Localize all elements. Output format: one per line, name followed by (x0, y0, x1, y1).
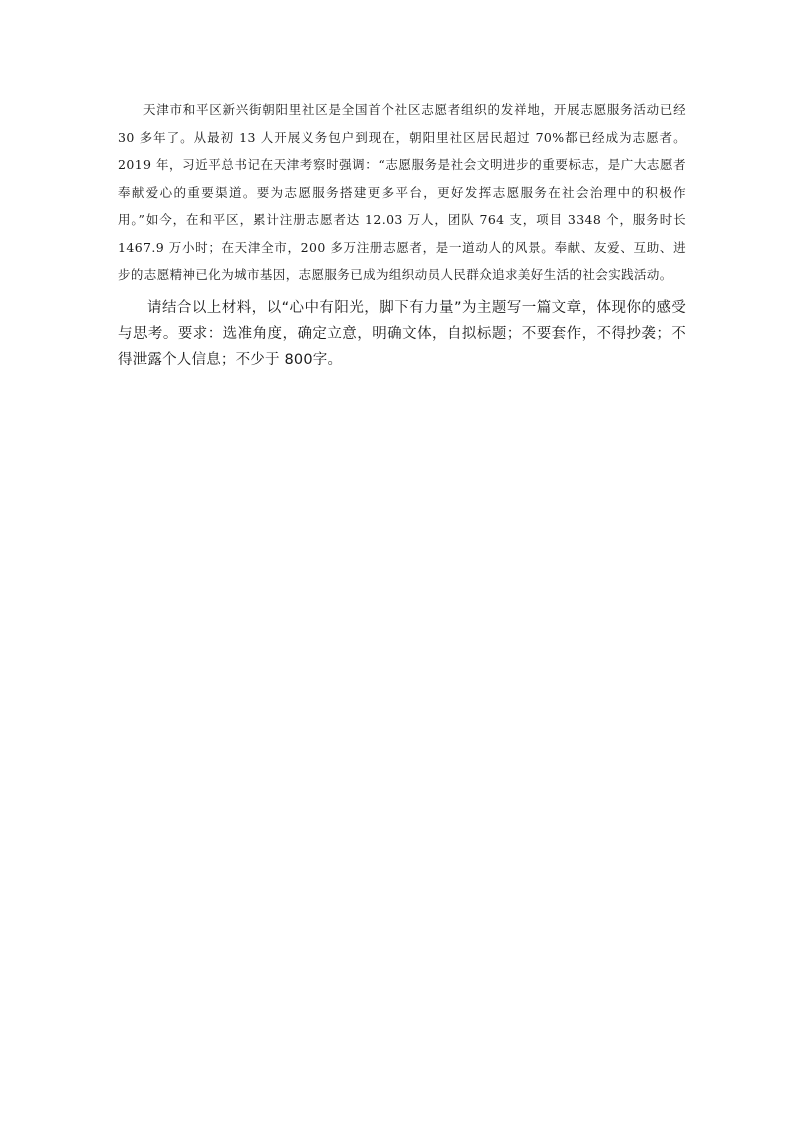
writing-prompt-paragraph: 请结合以上材料，以“心中有阳光，脚下有力量”为主题写一篇文章，体现你的感受与思考。要求：选准角度，确定立意，明确文体，自拟标题；不要套作，不得抄袭；不得泄露个人信息；不少于 800字。 (118, 299, 686, 368)
material-paragraph: 天津市和平区新兴街朝阳里社区是全国首个社区志愿者组织的发祥地，开展志愿服务活动已经 30 多年了。从最初 13 人开展义务包户到现在，朝阳里社区居民超过 70%都已经成为志愿者。2019 年，习近平总书记在天津考察时强调：“志愿服务是社会文明进步的重要标志，是广大志愿者奉献爱心的重要渠道。要为志愿服务搭建更多平台，更好发挥志愿服务在社会治理中的积极作用。”如今，在和平区，累计注册志愿者达 12.03 万人，团队 764 支，项目 3348 个，服务时长 1467.9 万小时；在天津全市，200 多万注册志愿者，是一道动人的风景。奉献、友爱、互助、进步的志愿精神已化为城市基因，志愿服务已成为组织动员人民群众追求美好生活的社会实践活动。 (118, 102, 686, 282)
document-body (118, 96, 686, 373)
